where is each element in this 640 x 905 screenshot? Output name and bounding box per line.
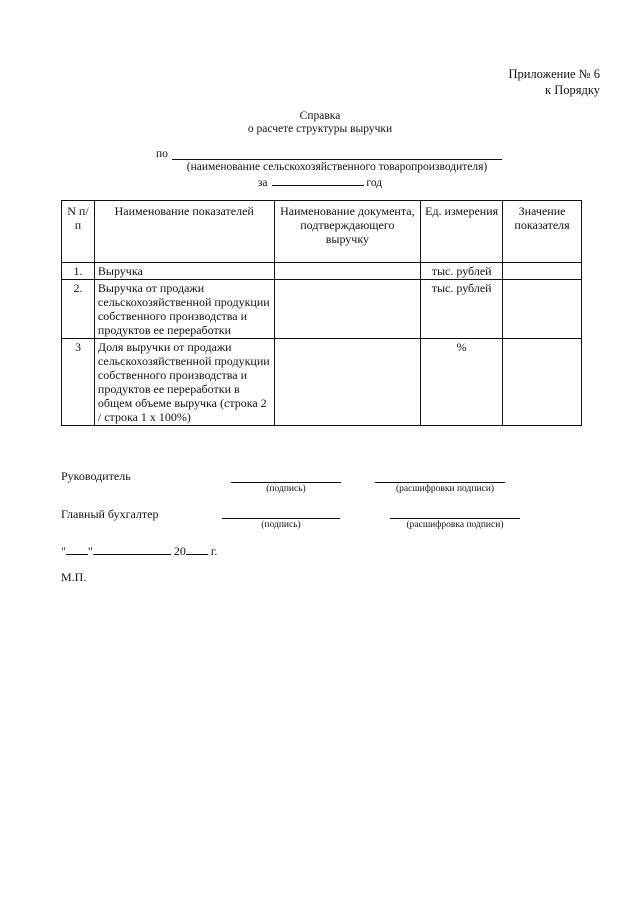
producer-caption: (наименование сельскохозяйственного товаропроизводителя) <box>186 161 488 173</box>
table-row <box>62 280 582 339</box>
date-quote-open: " <box>61 544 66 558</box>
date-suffix: г. <box>210 544 218 558</box>
title-main: Справка <box>299 110 341 122</box>
date-year-line[interactable] <box>186 544 208 555</box>
row-document[interactable] <box>274 339 421 426</box>
po-label: по <box>156 148 168 160</box>
header-unit: Ед. измерения <box>421 201 503 263</box>
accountant-signature-caption: (подпись) <box>261 520 301 530</box>
period-row <box>0 175 640 189</box>
row-num: 1. <box>62 263 95 280</box>
row-document[interactable] <box>274 263 421 280</box>
day-line[interactable] <box>66 544 88 555</box>
accountant-signature-line[interactable] <box>222 518 340 519</box>
revenue-table <box>61 200 582 426</box>
row-value[interactable] <box>503 339 582 426</box>
row-indicator: Выручка от продажи сельскохозяйственной продукции собственного производства и продуктов ее переработки <box>94 280 274 339</box>
row-unit: тыс. рублей <box>421 263 503 280</box>
accountant-name-line[interactable] <box>390 518 520 519</box>
header-indicator: Наименование показателей <box>94 201 274 263</box>
accountant-label: Главный бухгалтер <box>61 507 159 521</box>
head-signature-caption: (подпись) <box>266 484 306 494</box>
head-signature-line[interactable] <box>231 482 341 483</box>
appendix-heading <box>508 66 600 98</box>
title-subtitle: о расчете структуры выручки <box>247 123 393 135</box>
header-document: Наименование документа, подтверждающего выручку <box>274 201 421 263</box>
row-num: 3 <box>62 339 95 426</box>
head-name-caption: (расшифровки подписи) <box>396 484 494 494</box>
date-quote-close: " <box>87 544 93 558</box>
year-prefix: 20 <box>173 544 186 558</box>
stamp-place: М.П. <box>61 570 87 584</box>
head-label: Руководитель <box>61 469 131 483</box>
row-document[interactable] <box>274 280 421 339</box>
period-prefix: за <box>257 177 268 189</box>
row-unit: тыс. рублей <box>421 280 503 339</box>
row-indicator: Доля выручки от продажи сельскохозяйственной продукции собственного производства и продуктов ее переработки в общем объеме выручка (строка 2 / строка 1 х 100%) <box>94 339 274 426</box>
period-suffix: год <box>366 177 383 189</box>
row-num: 2. <box>62 280 95 339</box>
appendix-number: Приложение № 6 <box>508 67 600 81</box>
year-line[interactable] <box>272 175 364 186</box>
header-num: N п/п <box>62 201 95 263</box>
document-title <box>0 110 640 136</box>
row-indicator: Выручка <box>94 263 274 280</box>
table-header-row <box>62 201 582 263</box>
header-value: Значение показателя <box>503 201 582 263</box>
accountant-name-caption: (расшифровка подписи) <box>406 520 504 530</box>
producer-name-line[interactable] <box>172 159 502 160</box>
appendix-reference: к Порядку <box>545 83 600 97</box>
row-value[interactable] <box>503 280 582 339</box>
row-unit: % <box>421 339 503 426</box>
head-name-line[interactable] <box>375 482 505 483</box>
date-row <box>61 544 217 559</box>
row-value[interactable] <box>503 263 582 280</box>
table-row <box>62 339 582 426</box>
month-line[interactable] <box>93 544 171 555</box>
table-row <box>62 263 582 280</box>
